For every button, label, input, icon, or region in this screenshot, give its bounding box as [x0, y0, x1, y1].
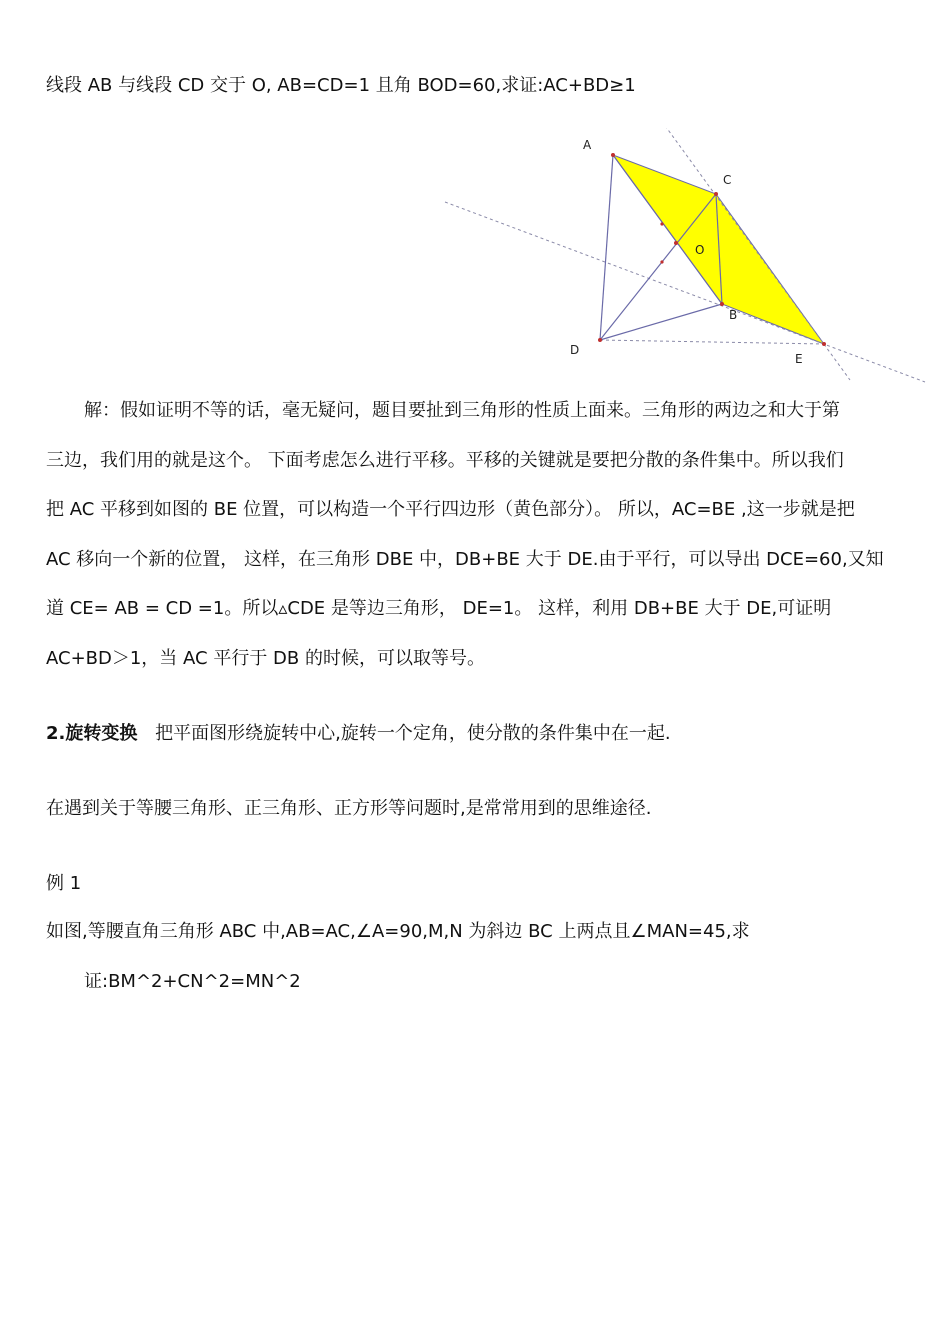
- section2-note: 在遇到关于等腰三角形、正三角形、正方形等问题时,是常常用到的思维途径.: [46, 798, 652, 819]
- solution-line-3: 把 AC 平移到如图的 BE 位置，可以构造一个平行四边形（黄色部分）。 所以，AC=BE ,这一步就是把: [46, 499, 855, 520]
- problem-statement: 线段 AB 与线段 CD 交于 O, AB=CD=1 且角 BOD=60,求证:AC+BD≥1: [46, 75, 636, 96]
- solution-line-6: AC+BD＞1，当 AC 平行于 DB 的时候，可以取等号。: [46, 648, 485, 669]
- point-a: [611, 153, 615, 157]
- segment-db: [600, 304, 722, 340]
- solution-line-1: 解：假如证明不等的话，毫无疑问，题目要扯到三角形的性质上面来。三角形的两边之和大于第: [84, 400, 840, 421]
- solution-line-2: 三边，我们用的就是这个。 下面考虑怎么进行平移。平移的关键就是要把分散的条件集中。所以我们: [46, 450, 844, 471]
- label-b: B: [729, 308, 738, 322]
- section2-text: 把平面图形绕旋转中心,旋转一个定角，使分散的条件集中在一起.: [155, 723, 671, 744]
- point-e: [822, 342, 826, 346]
- label-c: C: [723, 173, 732, 187]
- point-mid1: [660, 222, 663, 225]
- example-line-2: 证:BM^2+CN^2=MN^2: [84, 971, 301, 992]
- dashed-line-db-ext: [600, 340, 824, 344]
- label-o: O: [695, 243, 705, 257]
- section2-heading: 2.旋转变换: [46, 723, 138, 744]
- example-line-1: 如图,等腰直角三角形 ABC 中,AB=AC,∠A=90,M,N 为斜边 BC 上两点且∠MAN=45,求: [46, 921, 750, 942]
- solution-line-4: AC 移向一个新的位置， 这样，在三角形 DBE 中，DB+BE 大于 DE.由于平行，可以导出 DCE=60,又知: [46, 549, 884, 570]
- point-mid2: [660, 260, 663, 263]
- geometry-figure: [440, 128, 930, 388]
- point-o: [674, 241, 678, 245]
- solution-line-5: 道 CE= AB = CD =1。所以▵CDE 是等边三角形， DE=1。 这样，利用 DB+BE 大于 DE,可证明: [46, 598, 832, 619]
- label-e: E: [795, 352, 803, 366]
- point-c: [714, 192, 718, 196]
- example-label: 例 1: [46, 873, 82, 894]
- segment-ad: [600, 155, 613, 340]
- point-b: [720, 302, 724, 306]
- label-d: D: [570, 343, 580, 357]
- label-a: A: [583, 138, 592, 152]
- section2-line: [46, 722, 671, 746]
- point-d: [598, 338, 602, 342]
